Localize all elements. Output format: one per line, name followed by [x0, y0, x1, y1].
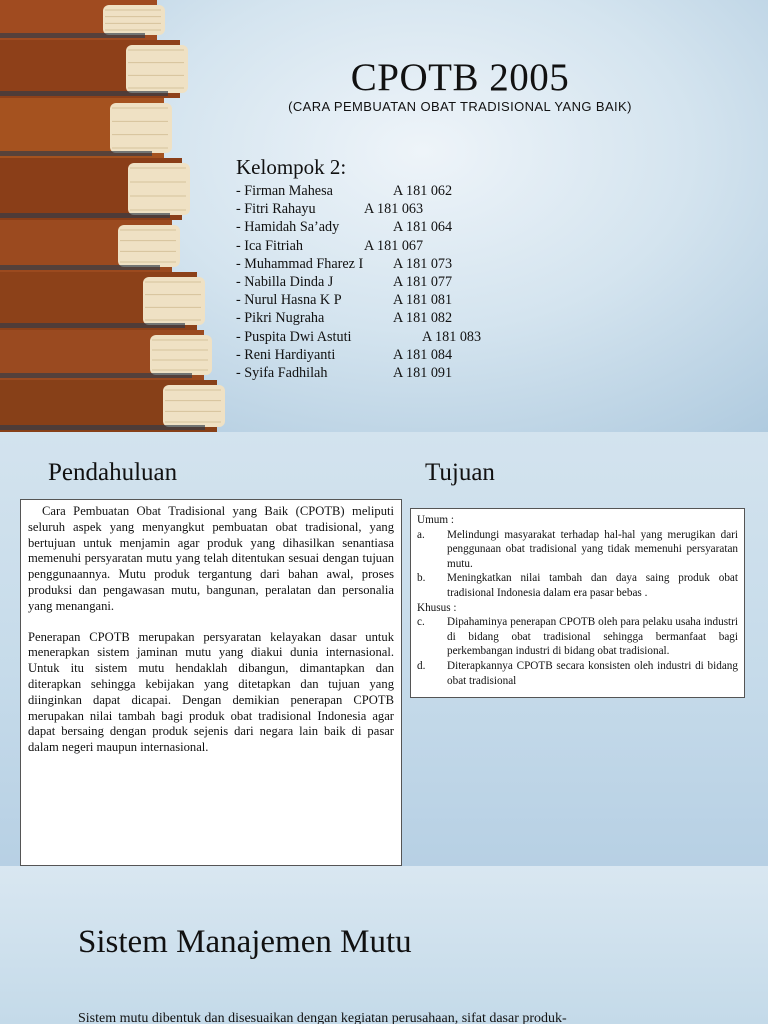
books-stack-image: [0, 0, 245, 432]
intro-slide: [0, 432, 768, 866]
goal-item-d-marker: d.: [417, 659, 426, 672]
goal-item-a-text: Melindungi masyarakat terhadap hal-hal yang merugikan dari penggunaan obat tradisional yang tidak memenuhi persyaratan mutu.: [447, 528, 738, 570]
member-id: A 181 083: [422, 328, 482, 345]
member-name: - Firman Mahesa: [236, 183, 333, 199]
member-id: A 181 063: [364, 201, 424, 218]
goal-item-a-marker: a.: [417, 528, 425, 541]
member-id: A 181 082: [393, 310, 453, 327]
member-name: - Fitri Rahayu: [236, 201, 316, 218]
book-band: [0, 151, 152, 156]
member-name: - Syifa Fadhilah: [236, 364, 328, 381]
book-band: [0, 323, 185, 328]
member-name: - Nurul Hasna K P: [236, 292, 342, 309]
book-band: [0, 91, 168, 96]
book-pages: [118, 225, 180, 267]
intro-textbox: [20, 499, 402, 866]
member-id: A 181 077: [393, 273, 453, 290]
book-band: [0, 33, 145, 38]
member-name: - Muhammad Fharez I: [236, 255, 364, 272]
specific-goals-label: Khusus :: [417, 601, 457, 614]
presentation-title: CPOTB 2005: [350, 56, 570, 99]
intro-paragraph-1: Cara Pembuatan Obat Tradisional yang Baik (CPOTB) meliputi seluruh aspek yang menyangkut pembuatan obat tradisional, yang bertujuan untuk menjamin agar produk yang dihasilkan senantiasa memenuhi persyaratan mutu yang telah ditentukan sesuai dengan tujuan penggunaannya. Mutu produk tergantung dari bahan awal, proses produksi dan pengawasan mutu, bangunan, peralatan dan personalia yang menangani.: [28, 504, 394, 613]
quality-system-heading: Sistem Manajemen Mutu: [78, 924, 412, 960]
book-pages: [163, 385, 225, 427]
intro-heading: Pendahuluan: [48, 459, 178, 486]
book-pages: [150, 335, 212, 375]
general-goals-label: Umum :: [417, 514, 454, 526]
goal-textbox: [410, 508, 745, 698]
book-pages: [110, 103, 172, 153]
goal-item-a: [417, 528, 738, 572]
member-name: - Hamidah Sa’ady: [236, 219, 340, 236]
goal-item-b: [417, 571, 738, 600]
member-name: - Puspita Dwi Astuti: [236, 328, 352, 345]
member-id: A 181 091: [393, 364, 453, 381]
goal-item-b-marker: b.: [417, 572, 426, 585]
presentation-subtitle: (CARA PEMBUATAN OBAT TRADISIONAL YANG BAIK): [288, 99, 632, 114]
quality-system-body: Sistem mutu dibentuk dan disesuaikan dengan kegiatan perusahaan, sifat dasar produk-: [78, 1011, 567, 1024]
group-title: Kelompok 2:: [236, 155, 347, 179]
member-id: A 181 067: [364, 237, 424, 254]
goal-item-c: [417, 615, 738, 659]
member-name: - Reni Hardiyanti: [236, 346, 336, 363]
book-band: [0, 213, 170, 218]
goal-heading: Tujuan: [425, 459, 495, 486]
book-pages: [128, 163, 190, 215]
book-band: [0, 265, 160, 270]
title-slide: [0, 0, 768, 432]
member-name: - Ica Fitriah: [236, 237, 303, 254]
book-pages: [126, 45, 188, 93]
book-band: [0, 425, 205, 430]
member-id: A 181 064: [393, 219, 453, 236]
goal-item-b-text: Meningkatkan nilai tambah dan daya saing produk obat tradisional Indonesia dalam era pasar bebas .: [447, 572, 738, 599]
member-id: A 181 084: [393, 346, 453, 363]
member-name: - Pikri Nugraha: [236, 310, 325, 327]
book-pages: [143, 277, 205, 325]
member-id: A 181 081: [393, 292, 453, 309]
goal-item-d: [417, 659, 738, 688]
book-band: [0, 373, 192, 378]
intro-paragraph-2: Penerapan CPOTB merupakan persyaratan kelayakan dasar untuk menerapkan sistem jaminan mutu yang diakui dunia internasional. Untuk itu sistem mutu hendaklah dibangun, dimantapkan dan diterapkan sehingga kebijakan yang ditetapkan dan tujuan yang diinginkan dapat dicapai. Dengan demikian penerapan CPOTB merupakan nilai tambah bagi produk obat tradisional Indonesia agar dapat bersaing dengan produk sejenis dari negara lain baik di pasar dalam negeri maupun internasional.: [28, 629, 394, 755]
member-id: A 181 073: [393, 255, 453, 272]
member-name: - Nabilla Dinda J: [236, 273, 334, 290]
quality-system-slide: [0, 866, 768, 1024]
member-id: A 181 062: [393, 183, 453, 199]
goal-item-c-marker: c.: [417, 616, 425, 629]
goal-item-d-text: Diterapkannya CPOTB secara konsisten oleh industri di bidang obat tradisional: [447, 659, 738, 687]
goal-item-c-text: Dipahaminya penerapan CPOTB oleh para pelaku usaha industri di bidang obat tradisional sehingga bermanfaat bagi perkembangan industri di bidang obat tradisional.: [447, 616, 738, 658]
